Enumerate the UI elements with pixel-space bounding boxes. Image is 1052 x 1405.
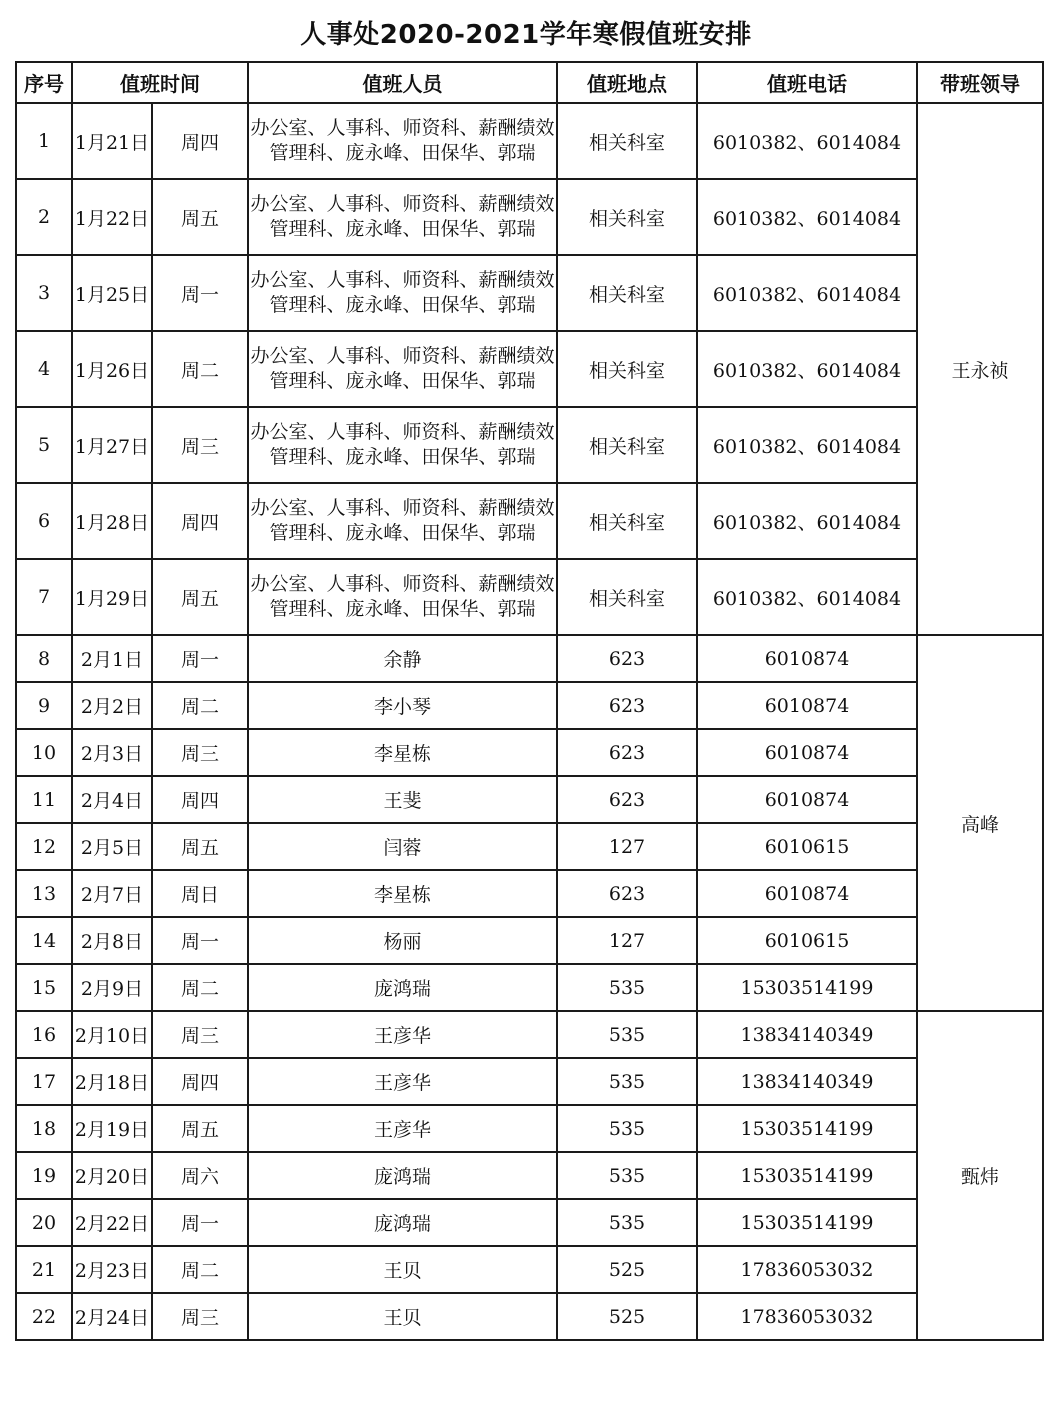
header-seq: 序号 — [16, 62, 72, 103]
row-location: 相关科室 — [557, 255, 697, 331]
table-row — [16, 483, 1043, 559]
row-staff: 闫蓉 — [248, 823, 557, 870]
table-row — [16, 1152, 1043, 1199]
row-seq: 2 — [16, 179, 72, 255]
row-location: 623 — [557, 870, 697, 917]
row-date: 1月21日 — [72, 103, 152, 179]
row-weekday: 周三 — [152, 407, 248, 483]
table-row — [16, 1105, 1043, 1152]
row-phone: 6010382、6014084 — [697, 483, 917, 559]
table-row — [16, 1199, 1043, 1246]
header-phone: 值班电话 — [697, 62, 917, 103]
row-date: 1月27日 — [72, 407, 152, 483]
row-staff: 办公室、人事科、师资科、薪酬绩效管理科、庞永峰、田保华、郭瑞 — [248, 559, 557, 635]
row-date: 2月19日 — [72, 1105, 152, 1152]
row-phone: 17836053032 — [697, 1246, 917, 1293]
row-staff: 庞鸿瑞 — [248, 964, 557, 1011]
row-location: 相关科室 — [557, 559, 697, 635]
table-row — [16, 823, 1043, 870]
row-location: 623 — [557, 635, 697, 682]
row-staff: 办公室、人事科、师资科、薪酬绩效管理科、庞永峰、田保华、郭瑞 — [248, 407, 557, 483]
row-location: 535 — [557, 1058, 697, 1105]
row-date: 1月26日 — [72, 331, 152, 407]
row-weekday: 周五 — [152, 559, 248, 635]
row-weekday: 周二 — [152, 682, 248, 729]
table-row — [16, 870, 1043, 917]
row-location: 525 — [557, 1246, 697, 1293]
row-weekday: 周五 — [152, 1105, 248, 1152]
row-seq: 4 — [16, 331, 72, 407]
schedule-table — [15, 61, 1044, 1341]
row-weekday: 周二 — [152, 1246, 248, 1293]
leader-cell: 高峰 — [917, 635, 1043, 1011]
row-date: 2月10日 — [72, 1011, 152, 1058]
table-row — [16, 179, 1043, 255]
row-staff: 王彦华 — [248, 1058, 557, 1105]
row-location: 相关科室 — [557, 331, 697, 407]
row-date: 2月1日 — [72, 635, 152, 682]
row-seq: 17 — [16, 1058, 72, 1105]
row-location: 623 — [557, 776, 697, 823]
row-date: 2月18日 — [72, 1058, 152, 1105]
table-row — [16, 331, 1043, 407]
row-date: 2月24日 — [72, 1293, 152, 1340]
row-seq: 1 — [16, 103, 72, 179]
row-staff: 李星栋 — [248, 870, 557, 917]
row-phone: 15303514199 — [697, 1152, 917, 1199]
row-seq: 5 — [16, 407, 72, 483]
row-weekday: 周二 — [152, 964, 248, 1011]
row-seq: 20 — [16, 1199, 72, 1246]
row-date: 1月25日 — [72, 255, 152, 331]
row-location: 相关科室 — [557, 103, 697, 179]
row-weekday: 周六 — [152, 1152, 248, 1199]
row-location: 相关科室 — [557, 179, 697, 255]
row-weekday: 周一 — [152, 255, 248, 331]
row-phone: 6010874 — [697, 870, 917, 917]
row-date: 2月22日 — [72, 1199, 152, 1246]
header-location: 值班地点 — [557, 62, 697, 103]
row-seq: 11 — [16, 776, 72, 823]
row-weekday: 周三 — [152, 1293, 248, 1340]
row-seq: 13 — [16, 870, 72, 917]
row-date: 2月20日 — [72, 1152, 152, 1199]
table-row — [16, 103, 1043, 179]
row-seq: 12 — [16, 823, 72, 870]
table-row — [16, 1246, 1043, 1293]
row-seq: 7 — [16, 559, 72, 635]
row-seq: 18 — [16, 1105, 72, 1152]
row-phone: 6010615 — [697, 917, 917, 964]
row-seq: 10 — [16, 729, 72, 776]
row-staff: 余静 — [248, 635, 557, 682]
row-date: 2月8日 — [72, 917, 152, 964]
row-seq: 9 — [16, 682, 72, 729]
row-weekday: 周三 — [152, 1011, 248, 1058]
row-staff: 办公室、人事科、师资科、薪酬绩效管理科、庞永峰、田保华、郭瑞 — [248, 483, 557, 559]
row-seq: 16 — [16, 1011, 72, 1058]
leader-cell: 甄炜 — [917, 1011, 1043, 1340]
table-row — [16, 917, 1043, 964]
row-phone: 6010874 — [697, 682, 917, 729]
table-row — [16, 255, 1043, 331]
row-date: 2月9日 — [72, 964, 152, 1011]
header-leader: 带班领导 — [917, 62, 1043, 103]
leader-cell: 王永祯 — [917, 103, 1043, 635]
row-location: 525 — [557, 1293, 697, 1340]
row-seq: 21 — [16, 1246, 72, 1293]
row-phone: 6010382、6014084 — [697, 331, 917, 407]
row-location: 623 — [557, 682, 697, 729]
row-phone: 6010382、6014084 — [697, 407, 917, 483]
row-location: 535 — [557, 1105, 697, 1152]
row-location: 535 — [557, 1152, 697, 1199]
row-weekday: 周四 — [152, 483, 248, 559]
table-row — [16, 1011, 1043, 1058]
table-row — [16, 407, 1043, 483]
row-weekday: 周一 — [152, 1199, 248, 1246]
row-staff: 王彦华 — [248, 1011, 557, 1058]
row-location: 535 — [557, 1199, 697, 1246]
row-date: 2月5日 — [72, 823, 152, 870]
row-seq: 19 — [16, 1152, 72, 1199]
row-phone: 6010382、6014084 — [697, 559, 917, 635]
row-staff: 办公室、人事科、师资科、薪酬绩效管理科、庞永峰、田保华、郭瑞 — [248, 103, 557, 179]
row-staff: 办公室、人事科、师资科、薪酬绩效管理科、庞永峰、田保华、郭瑞 — [248, 179, 557, 255]
row-phone: 6010382、6014084 — [697, 255, 917, 331]
row-phone: 6010382、6014084 — [697, 179, 917, 255]
table-row — [16, 729, 1043, 776]
row-phone: 6010874 — [697, 729, 917, 776]
row-date: 2月7日 — [72, 870, 152, 917]
table-row — [16, 635, 1043, 682]
table-row — [16, 964, 1043, 1011]
row-phone: 13834140349 — [697, 1058, 917, 1105]
table-row — [16, 1058, 1043, 1105]
row-staff: 王贝 — [248, 1246, 557, 1293]
page-title: 人事处2020-2021学年寒假值班安排 — [300, 20, 752, 50]
row-staff: 王彦华 — [248, 1105, 557, 1152]
row-location: 127 — [557, 917, 697, 964]
row-seq: 22 — [16, 1293, 72, 1340]
row-phone: 15303514199 — [697, 1105, 917, 1152]
row-staff: 办公室、人事科、师资科、薪酬绩效管理科、庞永峰、田保华、郭瑞 — [248, 331, 557, 407]
row-staff: 王斐 — [248, 776, 557, 823]
row-staff: 庞鸿瑞 — [248, 1152, 557, 1199]
row-date: 2月4日 — [72, 776, 152, 823]
row-staff: 李小琴 — [248, 682, 557, 729]
table-row — [16, 559, 1043, 635]
row-weekday: 周一 — [152, 635, 248, 682]
row-phone: 15303514199 — [697, 964, 917, 1011]
row-staff: 办公室、人事科、师资科、薪酬绩效管理科、庞永峰、田保华、郭瑞 — [248, 255, 557, 331]
row-phone: 13834140349 — [697, 1011, 917, 1058]
row-weekday: 周三 — [152, 729, 248, 776]
row-weekday: 周五 — [152, 179, 248, 255]
row-weekday: 周五 — [152, 823, 248, 870]
row-seq: 6 — [16, 483, 72, 559]
table-row — [16, 1293, 1043, 1340]
row-location: 623 — [557, 729, 697, 776]
row-phone: 6010615 — [697, 823, 917, 870]
table-row — [16, 776, 1043, 823]
row-staff: 王贝 — [248, 1293, 557, 1340]
header-time: 值班时间 — [72, 62, 248, 103]
header-row — [16, 62, 1043, 103]
header-staff: 值班人员 — [248, 62, 557, 103]
row-weekday: 周一 — [152, 917, 248, 964]
row-weekday: 周四 — [152, 1058, 248, 1105]
row-staff: 庞鸿瑞 — [248, 1199, 557, 1246]
row-location: 相关科室 — [557, 407, 697, 483]
row-phone: 6010874 — [697, 776, 917, 823]
row-weekday: 周二 — [152, 331, 248, 407]
row-seq: 14 — [16, 917, 72, 964]
row-phone: 6010874 — [697, 635, 917, 682]
row-date: 1月28日 — [72, 483, 152, 559]
row-staff: 杨丽 — [248, 917, 557, 964]
table-row — [16, 682, 1043, 729]
row-phone: 17836053032 — [697, 1293, 917, 1340]
row-seq: 8 — [16, 635, 72, 682]
row-date: 1月22日 — [72, 179, 152, 255]
schedule-body — [16, 103, 1043, 1340]
row-date: 2月23日 — [72, 1246, 152, 1293]
row-date: 2月2日 — [72, 682, 152, 729]
row-location: 535 — [557, 1011, 697, 1058]
row-date: 2月3日 — [72, 729, 152, 776]
row-phone: 6010382、6014084 — [697, 103, 917, 179]
row-weekday: 周四 — [152, 776, 248, 823]
row-staff: 李星栋 — [248, 729, 557, 776]
row-location: 相关科室 — [557, 483, 697, 559]
row-phone: 15303514199 — [697, 1199, 917, 1246]
row-date: 1月29日 — [72, 559, 152, 635]
row-location: 127 — [557, 823, 697, 870]
row-seq: 3 — [16, 255, 72, 331]
row-seq: 15 — [16, 964, 72, 1011]
row-weekday: 周日 — [152, 870, 248, 917]
row-location: 535 — [557, 964, 697, 1011]
row-weekday: 周四 — [152, 103, 248, 179]
